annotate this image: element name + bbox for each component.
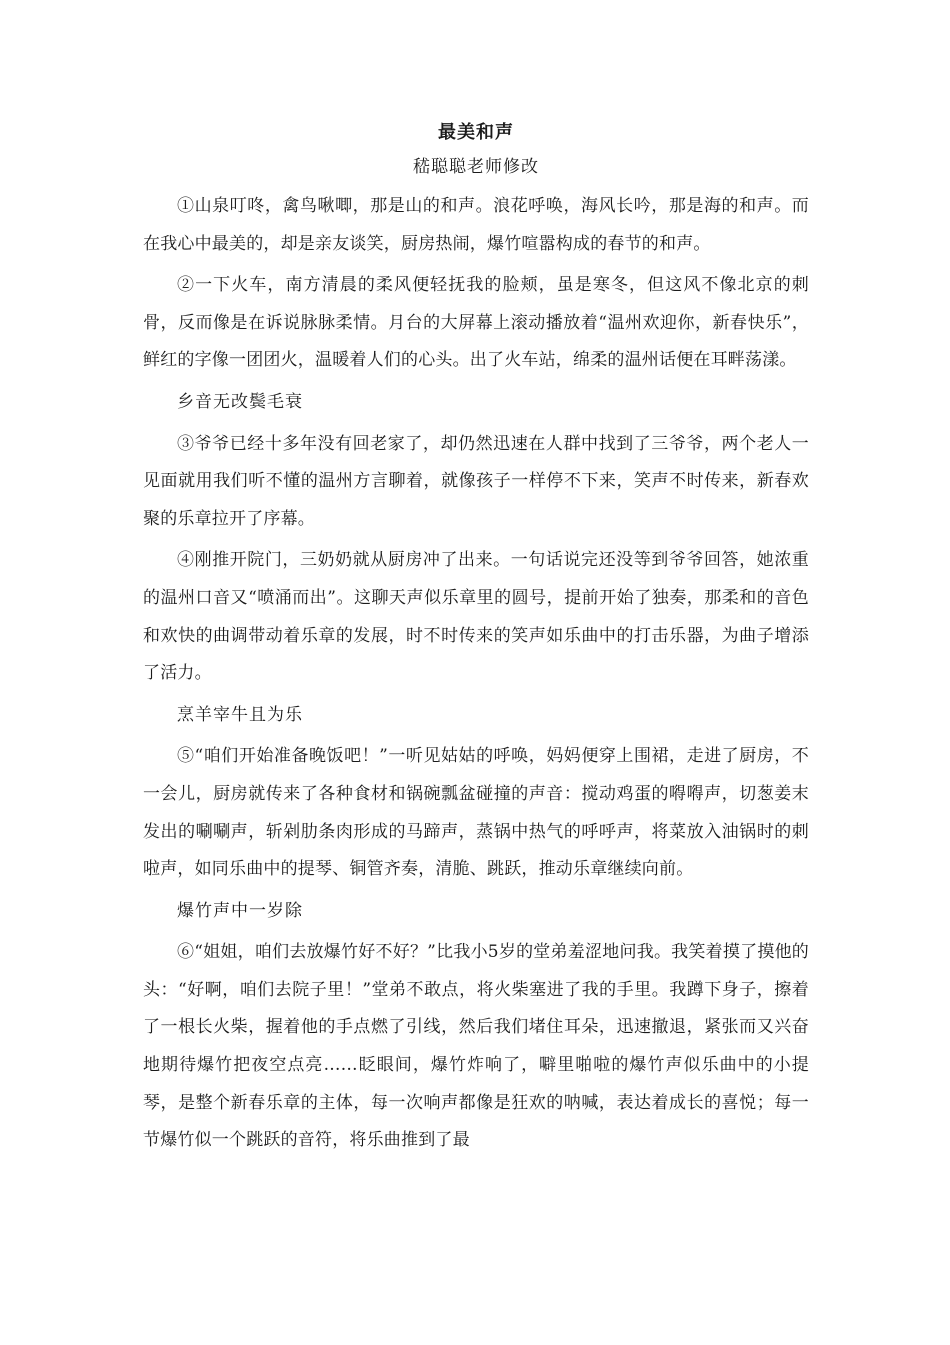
paragraph-3: ③爷爷已经十多年没有回老家了，却仍然迅速在人群中找到了三爷爷，两个老人一见面就用我们听不懂的温州方言聊着，就像孩子一样停不下来，笑声不时传来，新春欢聚的乐章拉开了序幕。 — [143, 433, 809, 529]
section-heading-3: 爆竹声中一岁除 — [177, 900, 303, 921]
section-heading-2: 烹羊宰牛且为乐 — [177, 704, 303, 725]
document-title: 最美和声 — [438, 122, 514, 143]
paragraph-4: ④刚推开院门，三奶奶就从厨房冲了出来。一句话说完还没等到爷爷回答，她浓重的温州口音又“喷涌而出”。这聊天声似乐章里的圆号，提前开始了独奏，那柔和的音色和欢快的曲调带动着乐章的发展，时不时传来的笑声如乐曲中的打击乐器，为曲子增添了活力。 — [143, 550, 809, 684]
document-page — [143, 118, 809, 1164]
document-author: 嵇聪聪老师修改 — [413, 157, 539, 177]
section-heading-1: 乡音无改鬓毛衰 — [177, 391, 303, 412]
paragraph-5: ⑤“咱们开始准备晚饭吧！”一听见姑姑的呼唤，妈妈便穿上围裙，走进了厨房，不一会儿，厨房就传来了各种食材和锅碗瓢盆碰撞的声音：搅动鸡蛋的嘚嘚声，切葱姜末发出的唰唰声，斩剁肋条肉形成的马蹄声，蒸锅中热气的呼呼声，将菜放入油锅时的刺啦声，如同乐曲中的提琴、铜管齐奏，清脆、跳跃，推动乐章继续向前。 — [143, 746, 809, 880]
paragraph-6: ⑥“姐姐，咱们去放爆竹好不好？”比我小5岁的堂弟羞涩地问我。我笑着摸了摸他的头：“好啊，咱们去院子里！”堂弟不敢点，将火柴塞进了我的手里。我蹲下身子，擦着了一根长火柴，握着他的手点燃了引线，然后我们堵住耳朵，迅速撤退，紧张而又兴奋地期待爆竹把夜空点亮……眨眼间，爆竹炸响了，噼里啪啦的爆竹声似乐曲中的小提琴，是整个新春乐章的主体，每一次响声都像是狂欢的呐喊，表达着成长的喜悦；每一节爆竹似一个跳跃的音符，将乐曲推到了最 — [143, 942, 809, 1151]
paragraph-2: ②一下火车，南方清晨的柔风便轻抚我的脸颊，虽是寒冬，但这风不像北京的刺骨，反而像是在诉说脉脉柔情。月台的大屏幕上滚动播放着“温州欢迎你，新春快乐”，鲜红的字像一团团火，温暖着人们的心头。出了火车站，绵柔的温州话便在耳畔荡漾。 — [143, 275, 809, 371]
paragraph-1: ①山泉叮咚，禽鸟啾唧，那是山的和声。浪花呼唤，海风长吟，那是海的和声。而在我心中最美的，却是亲友谈笑，厨房热闹，爆竹喧嚣构成的春节的和声。 — [143, 196, 809, 254]
